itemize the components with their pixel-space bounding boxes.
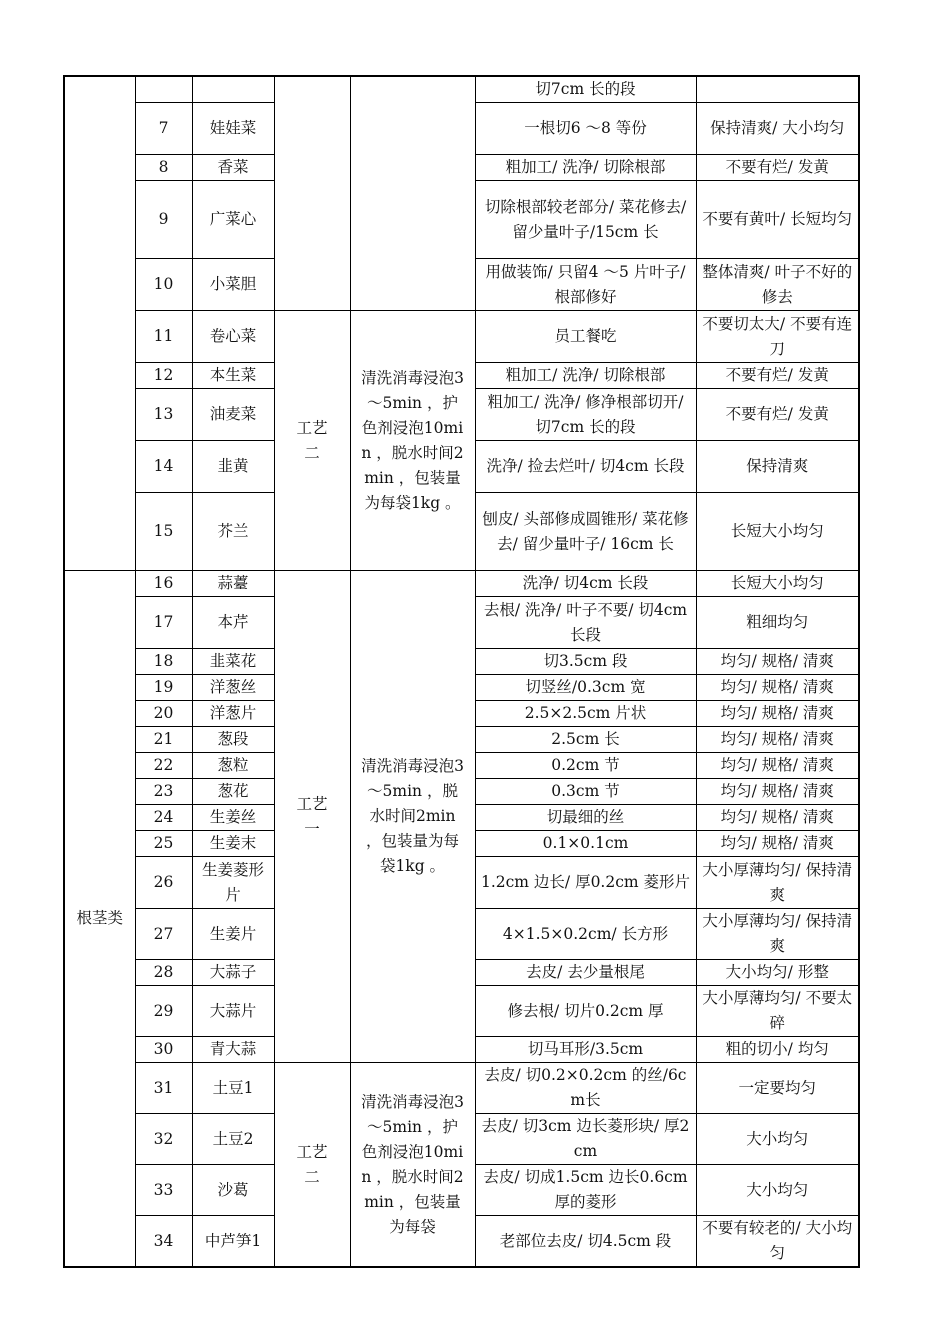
item-name	[192, 76, 274, 103]
table-row	[64, 311, 859, 363]
quality-requirement: 保持清爽	[696, 441, 859, 493]
item-name: 土豆1	[192, 1063, 274, 1114]
quality-requirement: 粗的切小/ 均匀	[696, 1037, 859, 1063]
quality-requirement: 均匀/ 规格/ 清爽	[696, 753, 859, 779]
cutting-method: 用做装饰/ 只留4 ～5 片叶子/ 根部修好	[475, 259, 696, 311]
cutting-method: 0.1×0.1cm	[475, 831, 696, 857]
quality-requirement: 长短大小均匀	[696, 571, 859, 597]
process-name: 工艺二	[274, 1063, 350, 1268]
cutting-method: 2.5×2.5cm 片状	[475, 701, 696, 727]
process-name: 工艺二	[274, 311, 350, 571]
item-name: 韭菜花	[192, 649, 274, 675]
process-name: 工艺一	[274, 571, 350, 1063]
quality-requirement: 不要有烂/ 发黄	[696, 363, 859, 389]
cutting-method: 去皮/ 切0.2×0.2cm 的丝/6cm长	[475, 1063, 696, 1114]
item-name: 洋葱丝	[192, 675, 274, 701]
row-number: 32	[135, 1114, 192, 1165]
table-row	[64, 571, 859, 597]
processing-spec-table	[63, 75, 860, 1268]
row-number: 26	[135, 857, 192, 909]
cutting-method: 4×1.5×0.2cm/ 长方形	[475, 909, 696, 960]
quality-requirement: 保持清爽/ 大小均匀	[696, 103, 859, 155]
cutting-method: 0.2cm 节	[475, 753, 696, 779]
cutting-method: 切最细的丝	[475, 805, 696, 831]
item-name: 青大蒜	[192, 1037, 274, 1063]
item-name: 大蒜片	[192, 986, 274, 1037]
process-description	[350, 76, 475, 311]
quality-requirement: 均匀/ 规格/ 清爽	[696, 649, 859, 675]
row-number: 19	[135, 675, 192, 701]
item-name: 卷心菜	[192, 311, 274, 363]
category-cell-blank	[64, 76, 135, 571]
item-name: 本生菜	[192, 363, 274, 389]
row-number: 18	[135, 649, 192, 675]
cutting-method: 洗净/ 切4cm 长段	[475, 571, 696, 597]
item-name: 生姜片	[192, 909, 274, 960]
cutting-method: 一根切6 ～8 等份	[475, 103, 696, 155]
row-number: 8	[135, 155, 192, 181]
quality-requirement: 不要有烂/ 发黄	[696, 389, 859, 441]
item-name: 生姜丝	[192, 805, 274, 831]
row-number: 24	[135, 805, 192, 831]
row-number: 16	[135, 571, 192, 597]
table-row	[64, 76, 859, 103]
row-number: 27	[135, 909, 192, 960]
item-name: 娃娃菜	[192, 103, 274, 155]
row-number: 12	[135, 363, 192, 389]
row-number: 31	[135, 1063, 192, 1114]
item-name: 香菜	[192, 155, 274, 181]
item-name: 土豆2	[192, 1114, 274, 1165]
cutting-method: 粗加工/ 洗净/ 切除根部	[475, 363, 696, 389]
row-number	[135, 76, 192, 103]
cutting-method: 切竖丝/0.3cm 宽	[475, 675, 696, 701]
quality-requirement: 不要有烂/ 发黄	[696, 155, 859, 181]
quality-requirement: 不要有黄叶/ 长短均匀	[696, 181, 859, 259]
row-number: 21	[135, 727, 192, 753]
quality-requirement: 均匀/ 规格/ 清爽	[696, 805, 859, 831]
cutting-method: 切马耳形/3.5cm	[475, 1037, 696, 1063]
quality-requirement: 大小均匀	[696, 1114, 859, 1165]
item-name: 油麦菜	[192, 389, 274, 441]
quality-requirement: 均匀/ 规格/ 清爽	[696, 675, 859, 701]
cutting-method: 1.2cm 边长/ 厚0.2cm 菱形片	[475, 857, 696, 909]
quality-requirement: 大小厚薄均匀/ 保持清爽	[696, 857, 859, 909]
table-row	[64, 1063, 859, 1114]
quality-requirement: 长短大小均匀	[696, 493, 859, 571]
row-number: 11	[135, 311, 192, 363]
cutting-method: 2.5cm 长	[475, 727, 696, 753]
cutting-method: 去皮/ 去少量根尾	[475, 960, 696, 986]
item-name: 广菜心	[192, 181, 274, 259]
row-number: 25	[135, 831, 192, 857]
quality-requirement: 大小厚薄均匀/ 保持清爽	[696, 909, 859, 960]
item-name: 大蒜子	[192, 960, 274, 986]
cutting-method: 去皮/ 切成1.5cm 边长0.6cm 厚的菱形	[475, 1165, 696, 1216]
item-name: 洋葱片	[192, 701, 274, 727]
item-name: 生姜菱形片	[192, 857, 274, 909]
item-name: 中芦笋1	[192, 1216, 274, 1268]
cutting-method: 粗加工/ 洗净/ 切除根部	[475, 155, 696, 181]
cutting-method: 切除根部较老部分/ 菜花修去/ 留少量叶子/15cm 长	[475, 181, 696, 259]
item-name: 小菜胆	[192, 259, 274, 311]
quality-requirement	[696, 76, 859, 103]
quality-requirement: 均匀/ 规格/ 清爽	[696, 727, 859, 753]
process-description: 清洗消毒浸泡3 ～5min ，护色剂浸泡10min ，脱水时间2min ，包装量为每袋1kg 。	[350, 311, 475, 571]
quality-requirement: 不要切太大/ 不要有连刀	[696, 311, 859, 363]
cutting-method: 切7cm 长的段	[475, 76, 696, 103]
cutting-method: 老部位去皮/ 切4.5cm 段	[475, 1216, 696, 1268]
item-name: 葱粒	[192, 753, 274, 779]
item-name: 蒜薹	[192, 571, 274, 597]
process-description: 清洗消毒浸泡3 ～5min ，护色剂浸泡10min ，脱水时间2min ，包装量为每袋	[350, 1063, 475, 1268]
item-name: 生姜末	[192, 831, 274, 857]
process-description: 清洗消毒浸泡3 ～5min ，脱水时间2min ，包装量为每袋1kg 。	[350, 571, 475, 1063]
row-number: 14	[135, 441, 192, 493]
item-name: 葱花	[192, 779, 274, 805]
row-number: 20	[135, 701, 192, 727]
quality-requirement: 整体清爽/ 叶子不好的修去	[696, 259, 859, 311]
row-number: 10	[135, 259, 192, 311]
row-number: 9	[135, 181, 192, 259]
row-number: 28	[135, 960, 192, 986]
quality-requirement: 均匀/ 规格/ 清爽	[696, 831, 859, 857]
row-number: 23	[135, 779, 192, 805]
quality-requirement: 均匀/ 规格/ 清爽	[696, 701, 859, 727]
cutting-method: 修去根/ 切片0.2cm 厚	[475, 986, 696, 1037]
category-cell: 根茎类	[64, 571, 135, 1268]
quality-requirement: 均匀/ 规格/ 清爽	[696, 779, 859, 805]
cutting-method: 刨皮/ 头部修成圆锥形/ 菜花修去/ 留少量叶子/ 16cm 长	[475, 493, 696, 571]
cutting-method: 员工餐吃	[475, 311, 696, 363]
row-number: 22	[135, 753, 192, 779]
quality-requirement: 一定要均匀	[696, 1063, 859, 1114]
item-name: 韭黄	[192, 441, 274, 493]
row-number: 13	[135, 389, 192, 441]
row-number: 7	[135, 103, 192, 155]
cutting-method: 洗净/ 捡去烂叶/ 切4cm 长段	[475, 441, 696, 493]
row-number: 17	[135, 597, 192, 649]
quality-requirement: 大小厚薄均匀/ 不要太碎	[696, 986, 859, 1037]
cutting-method: 切3.5cm 段	[475, 649, 696, 675]
table-body	[64, 76, 859, 1267]
row-number: 29	[135, 986, 192, 1037]
cutting-method: 去根/ 洗净/ 叶子不要/ 切4cm 长段	[475, 597, 696, 649]
cutting-method: 0.3cm 节	[475, 779, 696, 805]
row-number: 15	[135, 493, 192, 571]
quality-requirement: 大小均匀	[696, 1165, 859, 1216]
cutting-method: 粗加工/ 洗净/ 修净根部切开/ 切7cm 长的段	[475, 389, 696, 441]
cutting-method: 去皮/ 切3cm 边长菱形块/ 厚2cm	[475, 1114, 696, 1165]
item-name: 葱段	[192, 727, 274, 753]
item-name: 沙葛	[192, 1165, 274, 1216]
item-name: 芥兰	[192, 493, 274, 571]
process-name	[274, 76, 350, 311]
quality-requirement: 粗细均匀	[696, 597, 859, 649]
row-number: 34	[135, 1216, 192, 1268]
quality-requirement: 大小均匀/ 形整	[696, 960, 859, 986]
row-number: 33	[135, 1165, 192, 1216]
row-number: 30	[135, 1037, 192, 1063]
item-name: 本芹	[192, 597, 274, 649]
quality-requirement: 不要有较老的/ 大小均匀	[696, 1216, 859, 1268]
